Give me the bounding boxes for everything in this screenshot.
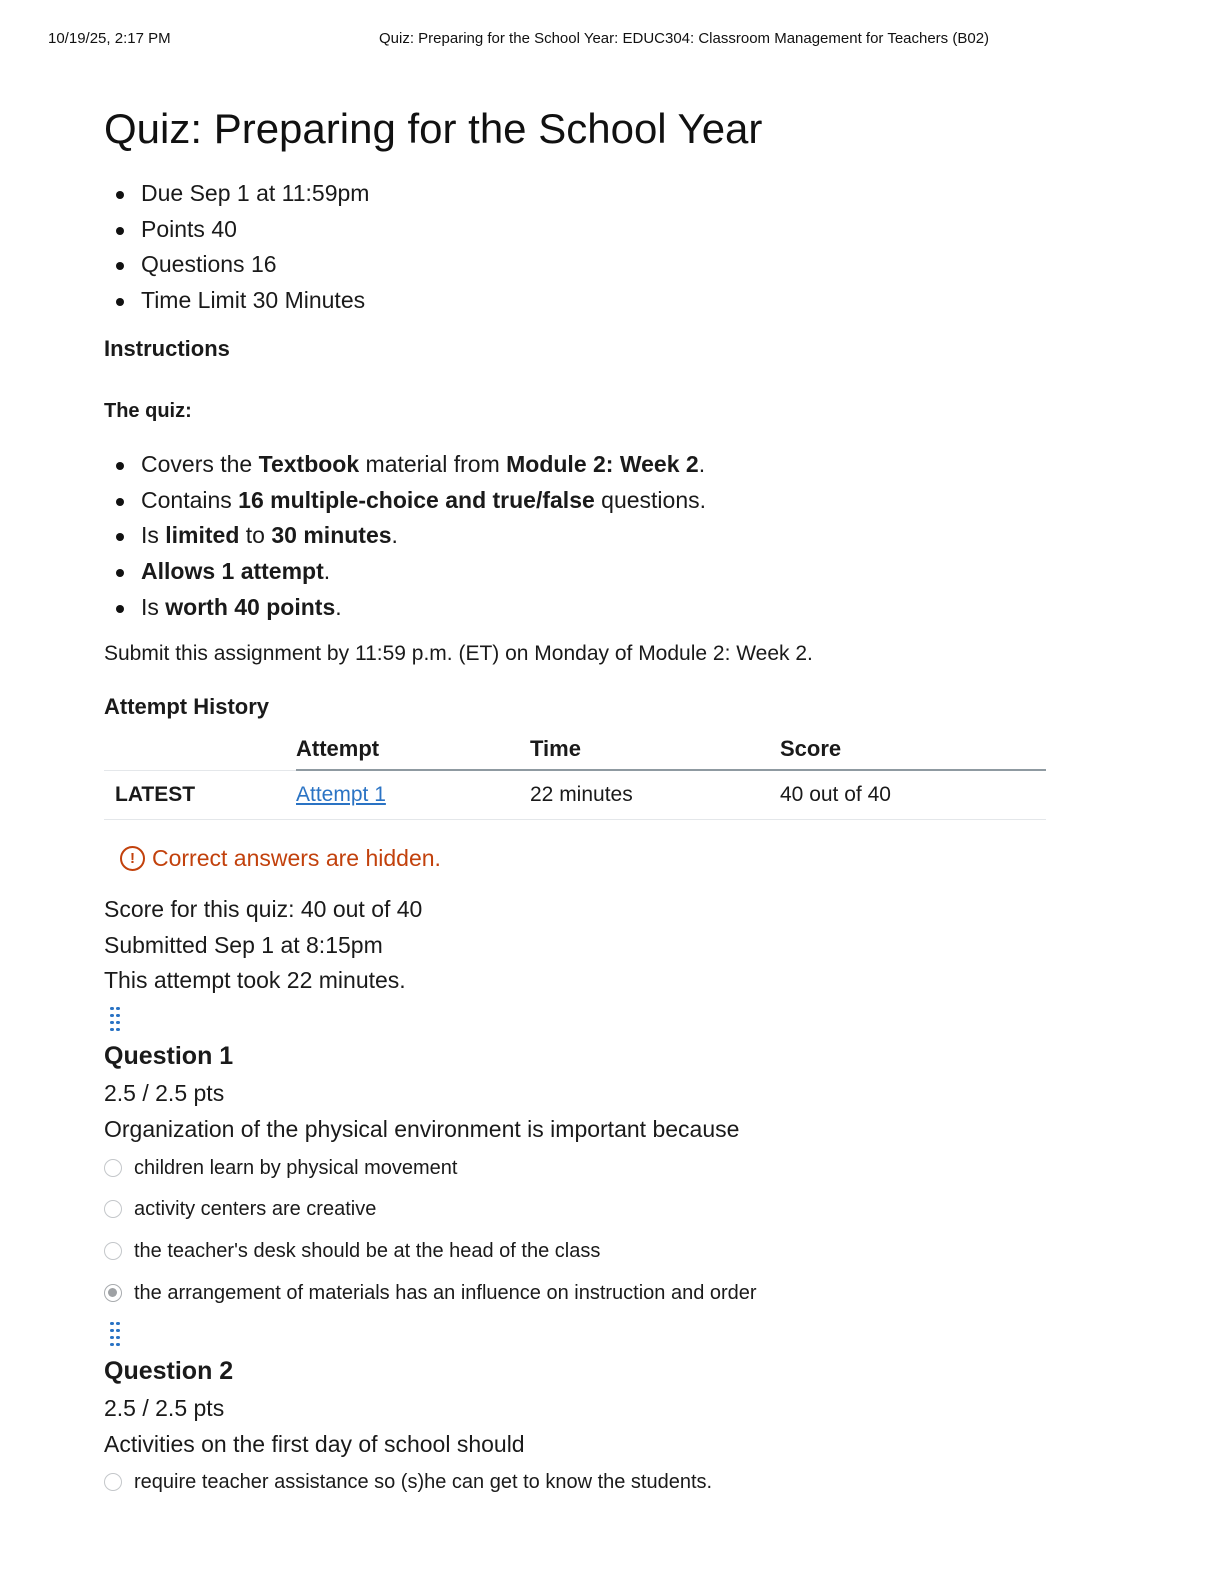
page-title: Quiz: Preparing for the School Year [104, 105, 763, 152]
attempt-time: 22 minutes [530, 770, 780, 820]
quiz-points: Points 40 [104, 212, 1054, 248]
attempt-score: 40 out of 40 [780, 770, 1046, 820]
column-header-attempt: Attempt [296, 729, 530, 770]
instruction-text: . [335, 593, 342, 620]
instruction-text: questions. [594, 486, 707, 513]
question-points: 2.5 / 2.5 pts [104, 1394, 225, 1421]
instructions-heading: Instructions [104, 335, 230, 361]
instruction-bold-text: 30 minutes [271, 522, 392, 549]
instruction-bold-text: limited [165, 522, 240, 549]
instruction-item [104, 447, 1054, 483]
radio-unselected-icon [104, 1200, 122, 1218]
answer-label: require teacher assistance so (s)he can get to know the students. [134, 1471, 713, 1494]
attempt-table-header [104, 729, 1046, 770]
table-row [104, 770, 1046, 820]
answer-option [104, 1189, 1054, 1231]
attempt-cell [296, 770, 530, 820]
instruction-item [104, 483, 1054, 519]
column-header-score: Score [780, 729, 1046, 770]
instruction-text: . [391, 522, 398, 549]
answer-label: activity centers are creative [134, 1198, 377, 1221]
quiz-time-limit: Time Limit 30 Minutes [104, 283, 1054, 319]
radio-selected-icon [104, 1284, 122, 1302]
attempt-1-link[interactable]: Attempt 1 [296, 783, 386, 807]
question-points: 2.5 / 2.5 pts [104, 1079, 225, 1106]
submitted-time: Submitted Sep 1 at 8:15pm [104, 931, 383, 958]
question-block [104, 1007, 1054, 1314]
column-header-time: Time [530, 729, 780, 770]
instruction-text: to [239, 522, 272, 549]
answer-option [104, 1147, 1054, 1189]
quiz-content [104, 100, 1054, 1503]
question-title: Question 2 [104, 1356, 234, 1385]
latest-label: LATEST [104, 770, 296, 820]
attempt-duration: This attempt took 22 minutes. [104, 967, 406, 994]
drag-handle-icon[interactable] [110, 1322, 126, 1348]
question-title: Question 1 [104, 1041, 234, 1070]
attempt-history-heading: Attempt History [104, 694, 270, 720]
correct-answers-hidden-notice [120, 842, 1054, 874]
question-block [104, 1322, 1054, 1504]
instruction-bold-text: Textbook [258, 450, 360, 477]
instructions-list [104, 447, 1054, 626]
instruction-text: . [323, 557, 331, 584]
quiz-results [104, 892, 1054, 999]
answer-label: children learn by physical movement [134, 1156, 458, 1179]
quiz-score: Score for this quiz: 40 out of 40 [104, 896, 423, 923]
column-header-blank [104, 729, 296, 770]
question-text: Organization of the physical environment is important because [104, 1115, 740, 1142]
instruction-item [104, 590, 1054, 626]
instruction-bold-text: 16 multiple-choice and true/false [238, 486, 595, 513]
instruction-bold-text: Allows 1 attempt [141, 557, 324, 584]
instruction-item [104, 554, 1054, 590]
answer-option [104, 1272, 1054, 1314]
radio-unselected-icon [104, 1242, 122, 1260]
quiz-meta-list [104, 176, 1054, 319]
print-header [48, 30, 1176, 50]
instruction-bold-text: Module 2: Week 2 [506, 450, 699, 477]
instruction-text: Is [141, 522, 166, 549]
attempt-history-table [104, 729, 1046, 820]
answer-option [104, 1462, 1054, 1504]
instruction-bold-text: worth 40 points [165, 593, 336, 620]
instruction-text: Is [141, 593, 166, 620]
instruction-text: Covers the [141, 450, 259, 477]
instruction-item [104, 518, 1054, 554]
question-text: Activities on the first day of school should [104, 1430, 525, 1457]
drag-handle-icon[interactable] [110, 1007, 126, 1033]
instruction-text: . [698, 450, 706, 477]
answer-label: the arrangement of materials has an influence on instruction and order [134, 1281, 757, 1304]
print-date: 10/19/25, 2:17 PM [48, 30, 171, 47]
instruction-text: material from [359, 450, 507, 477]
quiz-question-count: Questions 16 [104, 247, 1054, 283]
print-page-title: Quiz: Preparing for the School Year: EDUC304: Classroom Management for Teachers (B02) [379, 30, 990, 47]
answer-option [104, 1230, 1054, 1272]
instruction-text: Contains [141, 486, 239, 513]
radio-unselected-icon [104, 1473, 122, 1491]
questions-list [104, 1007, 1054, 1503]
quiz-due-date: Due Sep 1 at 11:59pm [104, 176, 1054, 212]
notice-text: Correct answers are hidden. [152, 844, 441, 871]
submit-note: Submit this assignment by 11:59 p.m. (ET) on Monday of Module 2: Week 2. [104, 642, 813, 666]
radio-unselected-icon [104, 1159, 122, 1177]
answer-label: the teacher's desk should be at the head of the class [134, 1240, 601, 1263]
exclamation-circle-icon: ! [120, 846, 145, 871]
instructions-subheading: The quiz: [104, 399, 192, 422]
